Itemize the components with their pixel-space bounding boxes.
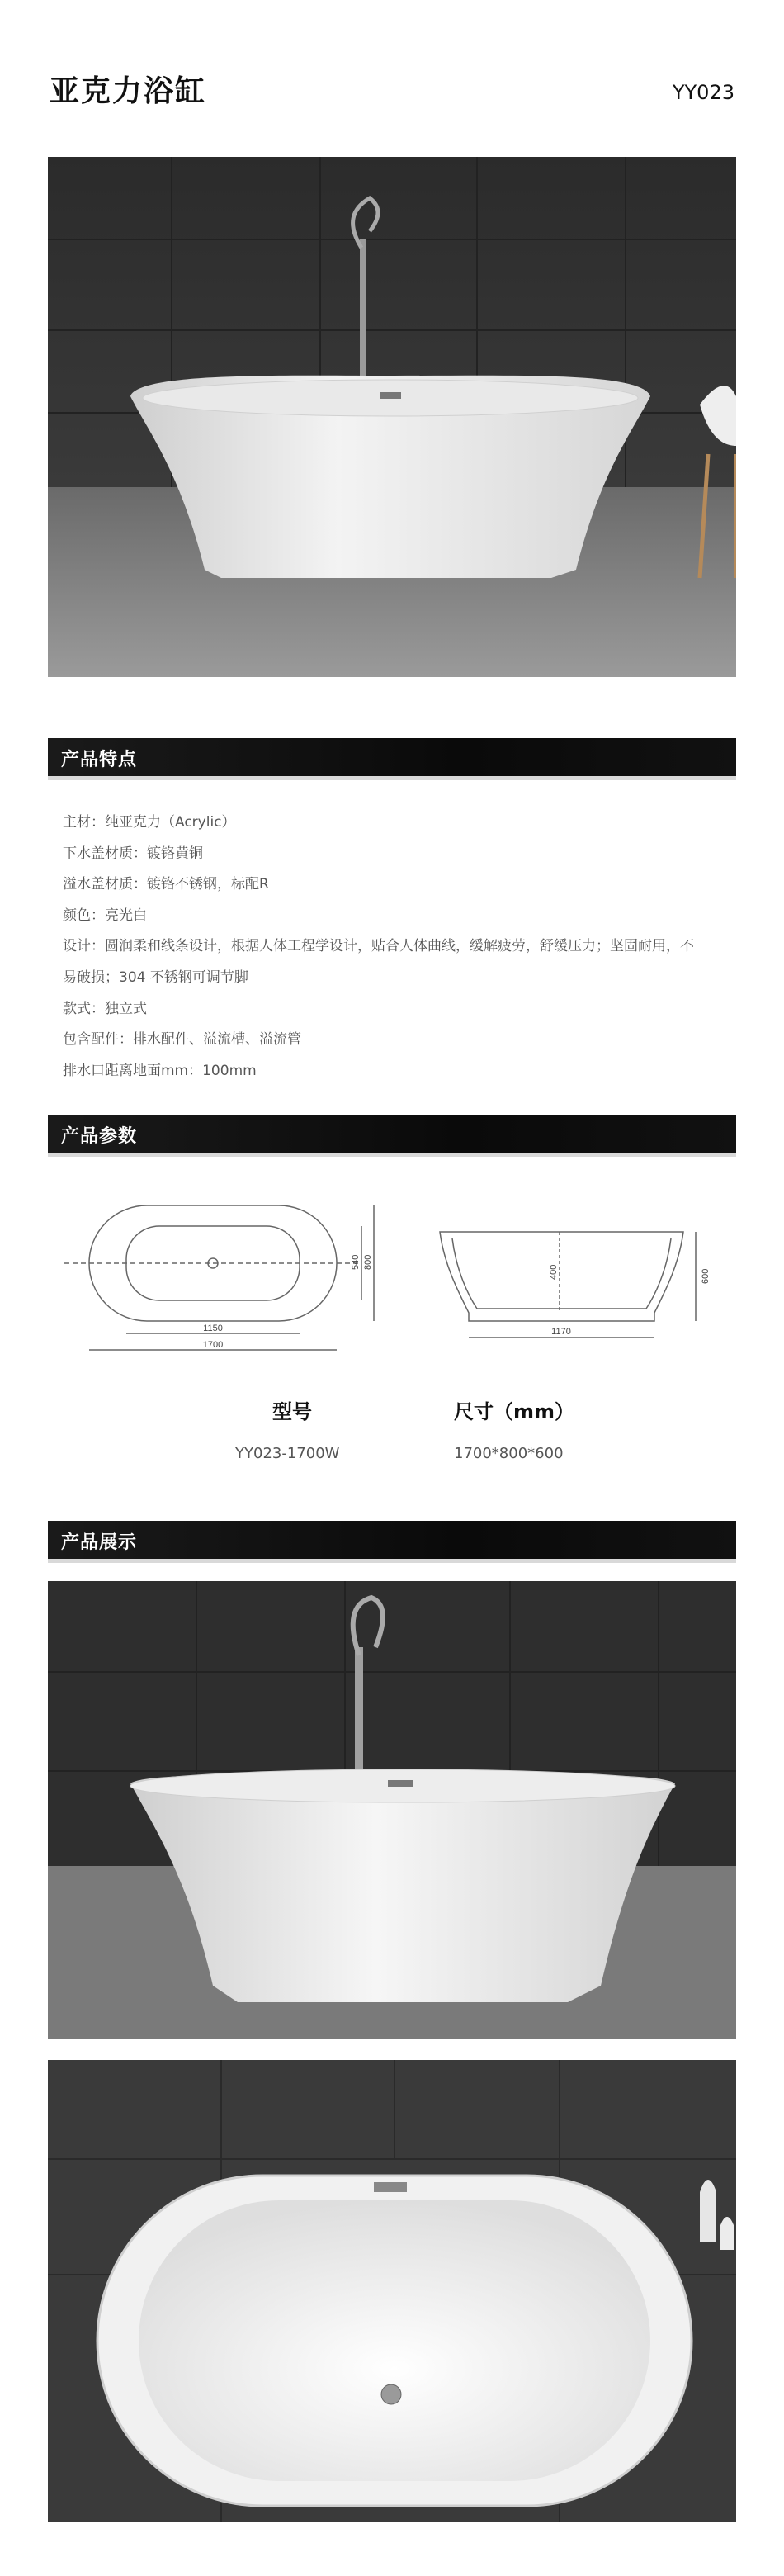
side-view-diagram xyxy=(440,1232,696,1338)
feature-item: 款式：独立式 xyxy=(63,1000,147,1017)
hero-photo xyxy=(48,157,736,677)
dim-top-inner-length: 1150 xyxy=(203,1324,223,1333)
feature-item: 颜色：亮光白 xyxy=(63,907,147,924)
dim-side-length: 1170 xyxy=(551,1327,571,1337)
section-showcase-title: 产品展示 xyxy=(61,1532,138,1553)
dimension-diagrams xyxy=(48,1189,736,1371)
feature-item: 包含配件：排水配件、溢流槽、溢流管 xyxy=(63,1031,301,1049)
dim-top-outer-length: 1700 xyxy=(202,1340,224,1350)
showcase-photo-side xyxy=(48,1581,736,2039)
feature-item: 下水盖材质：镀铬黄铜 xyxy=(63,845,203,862)
spec-header-model: 型号 xyxy=(272,1400,312,1423)
model-code: YY023 xyxy=(672,81,734,104)
showcase-photo-top xyxy=(48,2060,736,2522)
section-features-title: 产品特点 xyxy=(61,750,138,770)
spec-size-value: 1700*800*600 xyxy=(454,1445,564,1462)
dim-top-outer-width: 800 xyxy=(363,1254,373,1270)
page-header xyxy=(50,68,734,117)
section-params-header xyxy=(48,1115,736,1157)
section-showcase-header xyxy=(48,1521,736,1563)
feature-item: 主材：纯亚克力（Acrylic） xyxy=(63,814,236,831)
page-title: 亚克力浴缸 xyxy=(50,74,207,108)
section-params-title: 产品参数 xyxy=(61,1126,138,1147)
spec-header-size: 尺寸（mm） xyxy=(454,1400,575,1423)
dim-side-depth: 400 xyxy=(549,1264,559,1280)
features-list xyxy=(63,807,706,1087)
spec-model-value: YY023-1700W xyxy=(235,1445,340,1462)
feature-item: 设计：圆润柔和线条设计，根据人体工程学设计，贴合人体曲线，缓解疲劳，舒缓压力；坚固耐用，不易破损；304 不锈钢可调节脚 xyxy=(63,938,694,986)
section-features-header xyxy=(48,738,736,780)
feature-item: 溢水盖材质：镀铬不锈钢，标配R xyxy=(63,876,269,893)
dim-side-height: 600 xyxy=(701,1268,711,1284)
dim-top-inner-width: 540 xyxy=(351,1254,361,1270)
feature-item: 排水口距离地面mm：100mm xyxy=(63,1062,257,1079)
